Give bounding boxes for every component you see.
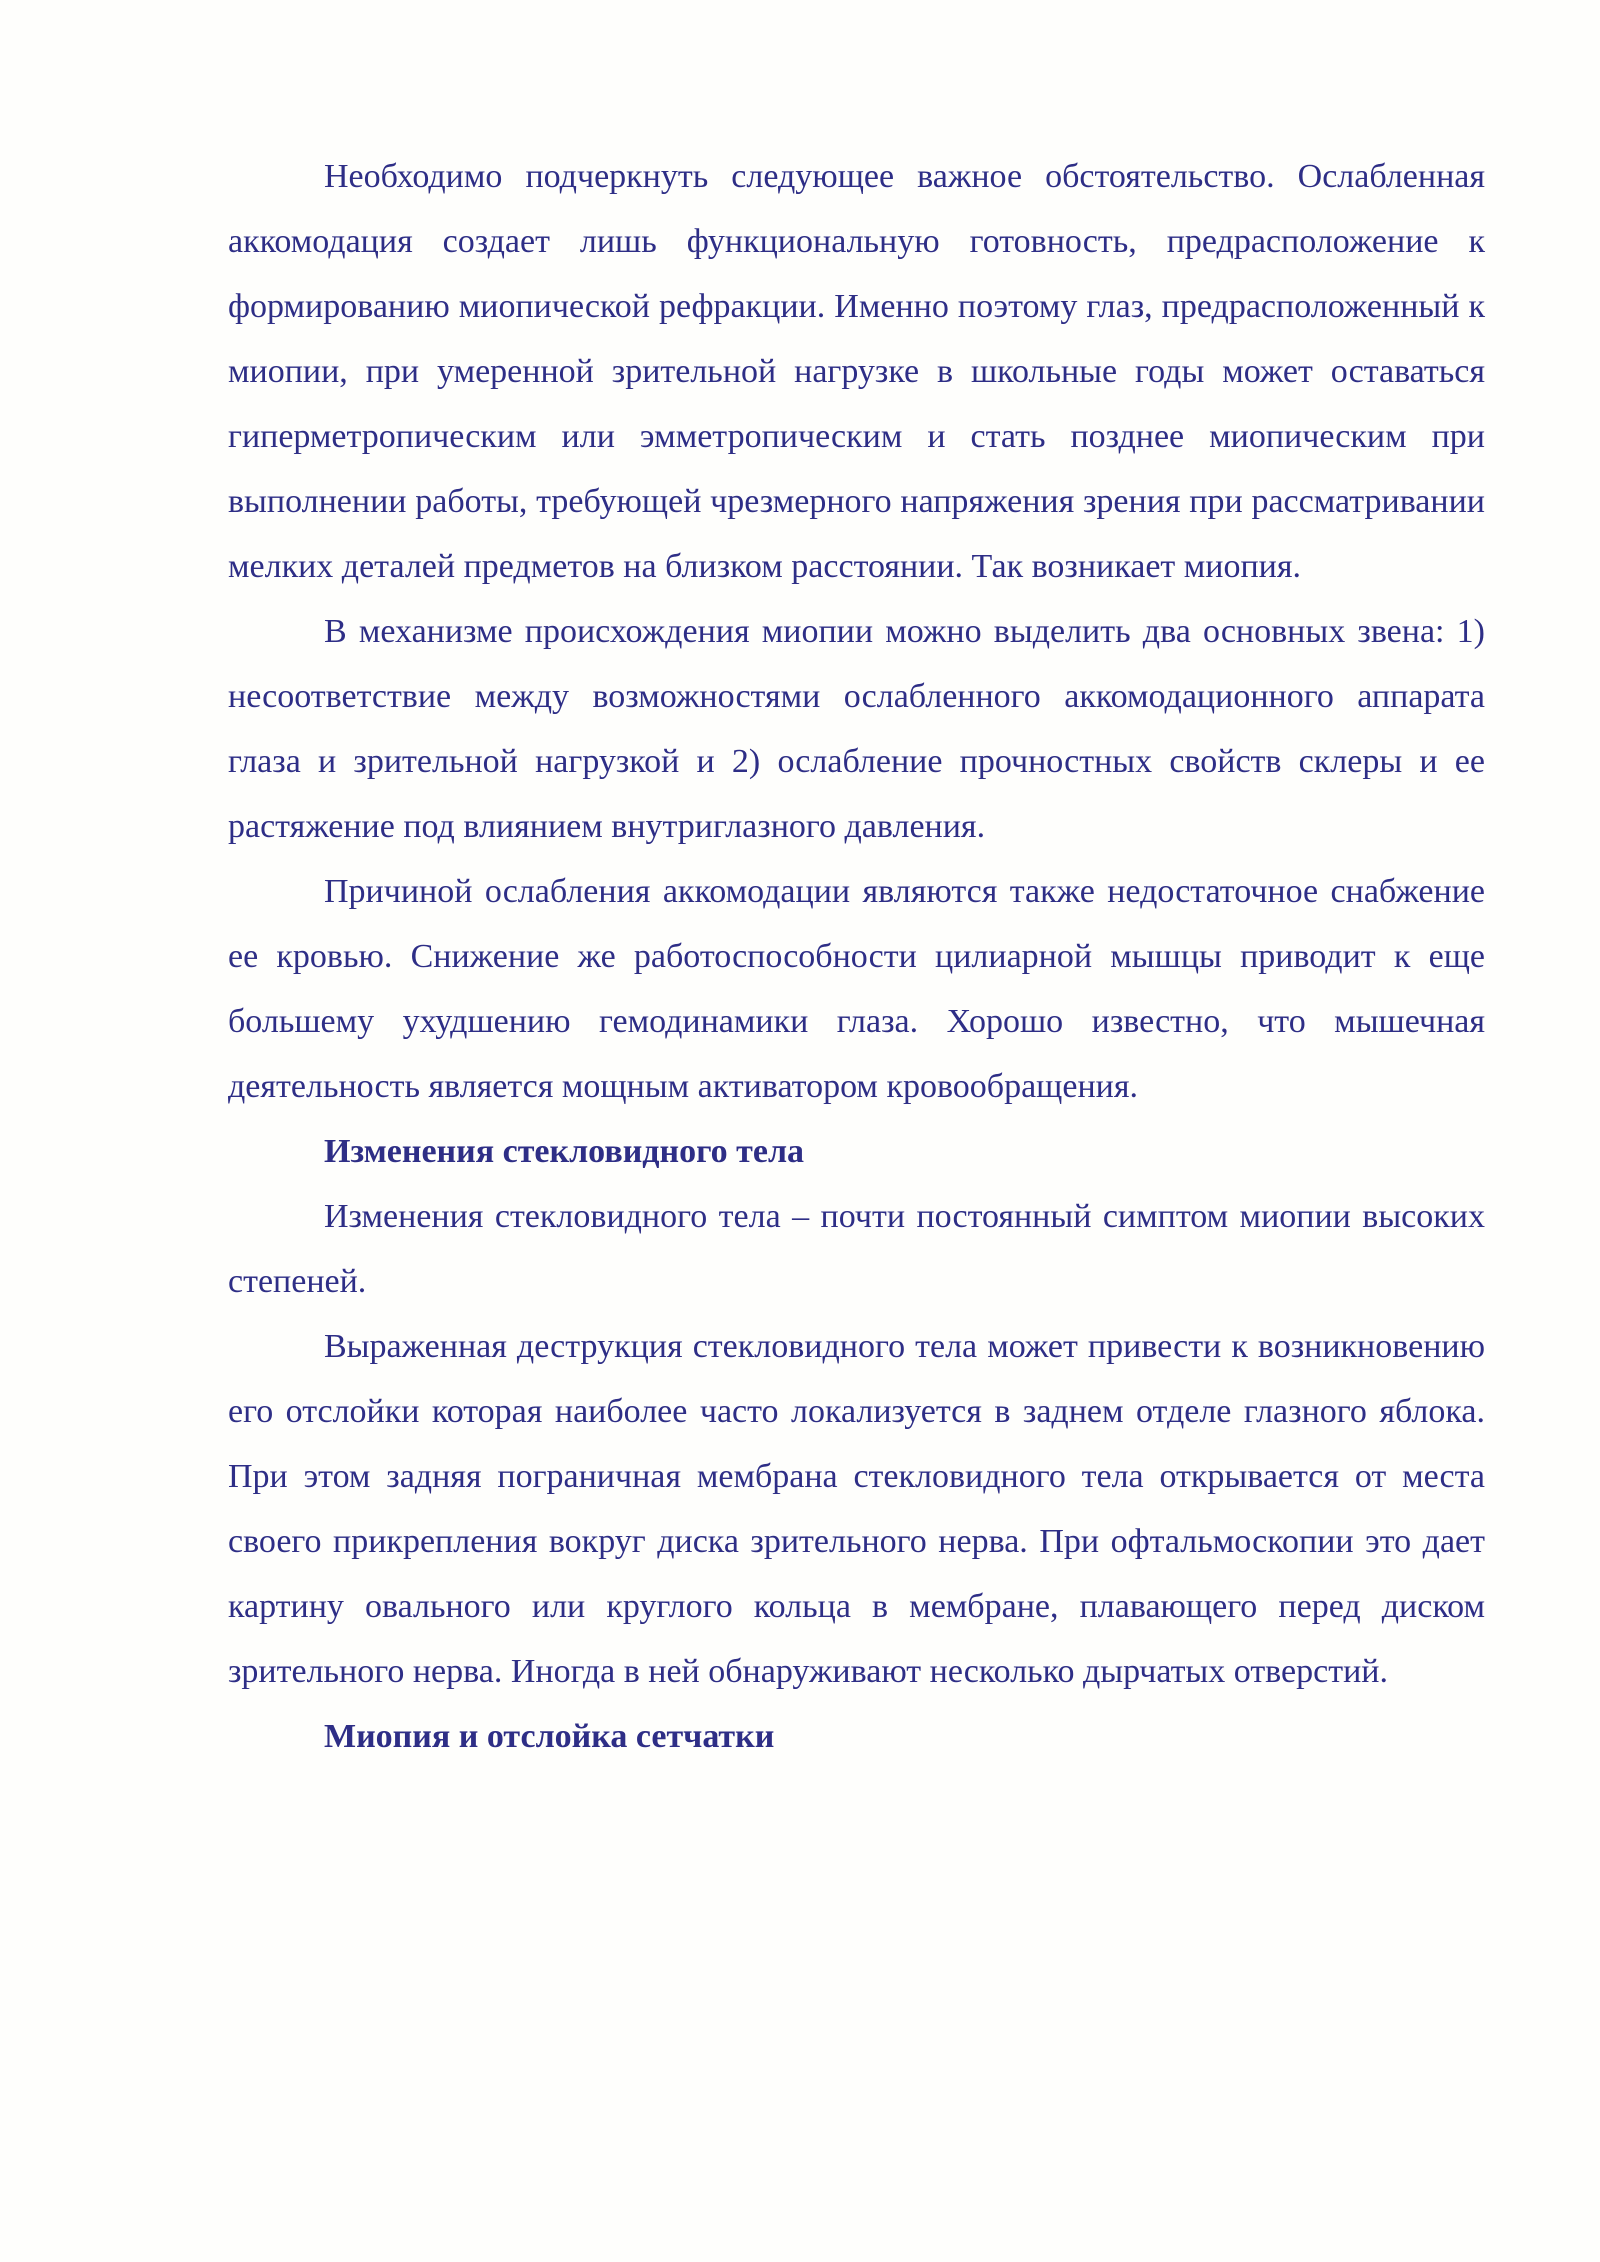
paragraph-vitreous-symptom: Изменения стекловидного тела – почти постоянный симптом миопии высоких степеней. (228, 1198, 1485, 1300)
document-body (228, 144, 1485, 1769)
paragraph-vitreous-detachment: Выраженная деструкция стекловидного тела может привести к возникновению его отслойки которая наиболее часто локализуется в заднем отделе глазного яблока. При этом задняя пограничная мембрана стекловидного тела открывается от места своего прикрепления вокруг диска зрительного нерва. При офтальмоскопии это дает картину овального или круглого кольца в мембране, плавающего перед диском зрительного нерва. Иногда в ней обнаруживают несколько дырчатых отверстий. (228, 1328, 1485, 1690)
heading-myopia-retinal-detachment: Миопия и отслойка сетчатки (324, 1718, 775, 1755)
paragraph-blood-supply: Причиной ослабления аккомодации являются также недостаточное снабжение ее кровью. Снижение же работоспособности цилиарной мышцы приводит к еще большему ухудшению гемодинамики глаза. Хорошо известно, что мышечная деятельность является мощным активатором кровообращения. (228, 873, 1485, 1105)
heading-vitreous-changes: Изменения стекловидного тела (324, 1133, 805, 1170)
paragraph-accommodation-predisposition: Необходимо подчеркнуть следующее важное обстоятельство. Ослабленная аккомодация создает лишь функциональную готовность, предрасположение к формированию миопической рефракции. Именно поэтому глаз, предрасположенный к миопии, при умеренной зрительной нагрузке в школьные годы может оставаться гиперметропическим или эмметропическим и стать позднее миопическим при выполнении работы, требующей чрезмерного напряжения зрения при рассматривании мелких деталей предметов на близком расстоянии. Так возникает миопия. (228, 158, 1485, 585)
paragraph-myopia-mechanism: В механизме происхождения миопии можно выделить два основных звена: 1) несоответствие между возможностями ослабленного аккомодационного аппарата глаза и зрительной нагрузкой и 2) ослабление прочностных свойств склеры и ее растяжение под влиянием внутриглазного давления. (228, 613, 1485, 845)
